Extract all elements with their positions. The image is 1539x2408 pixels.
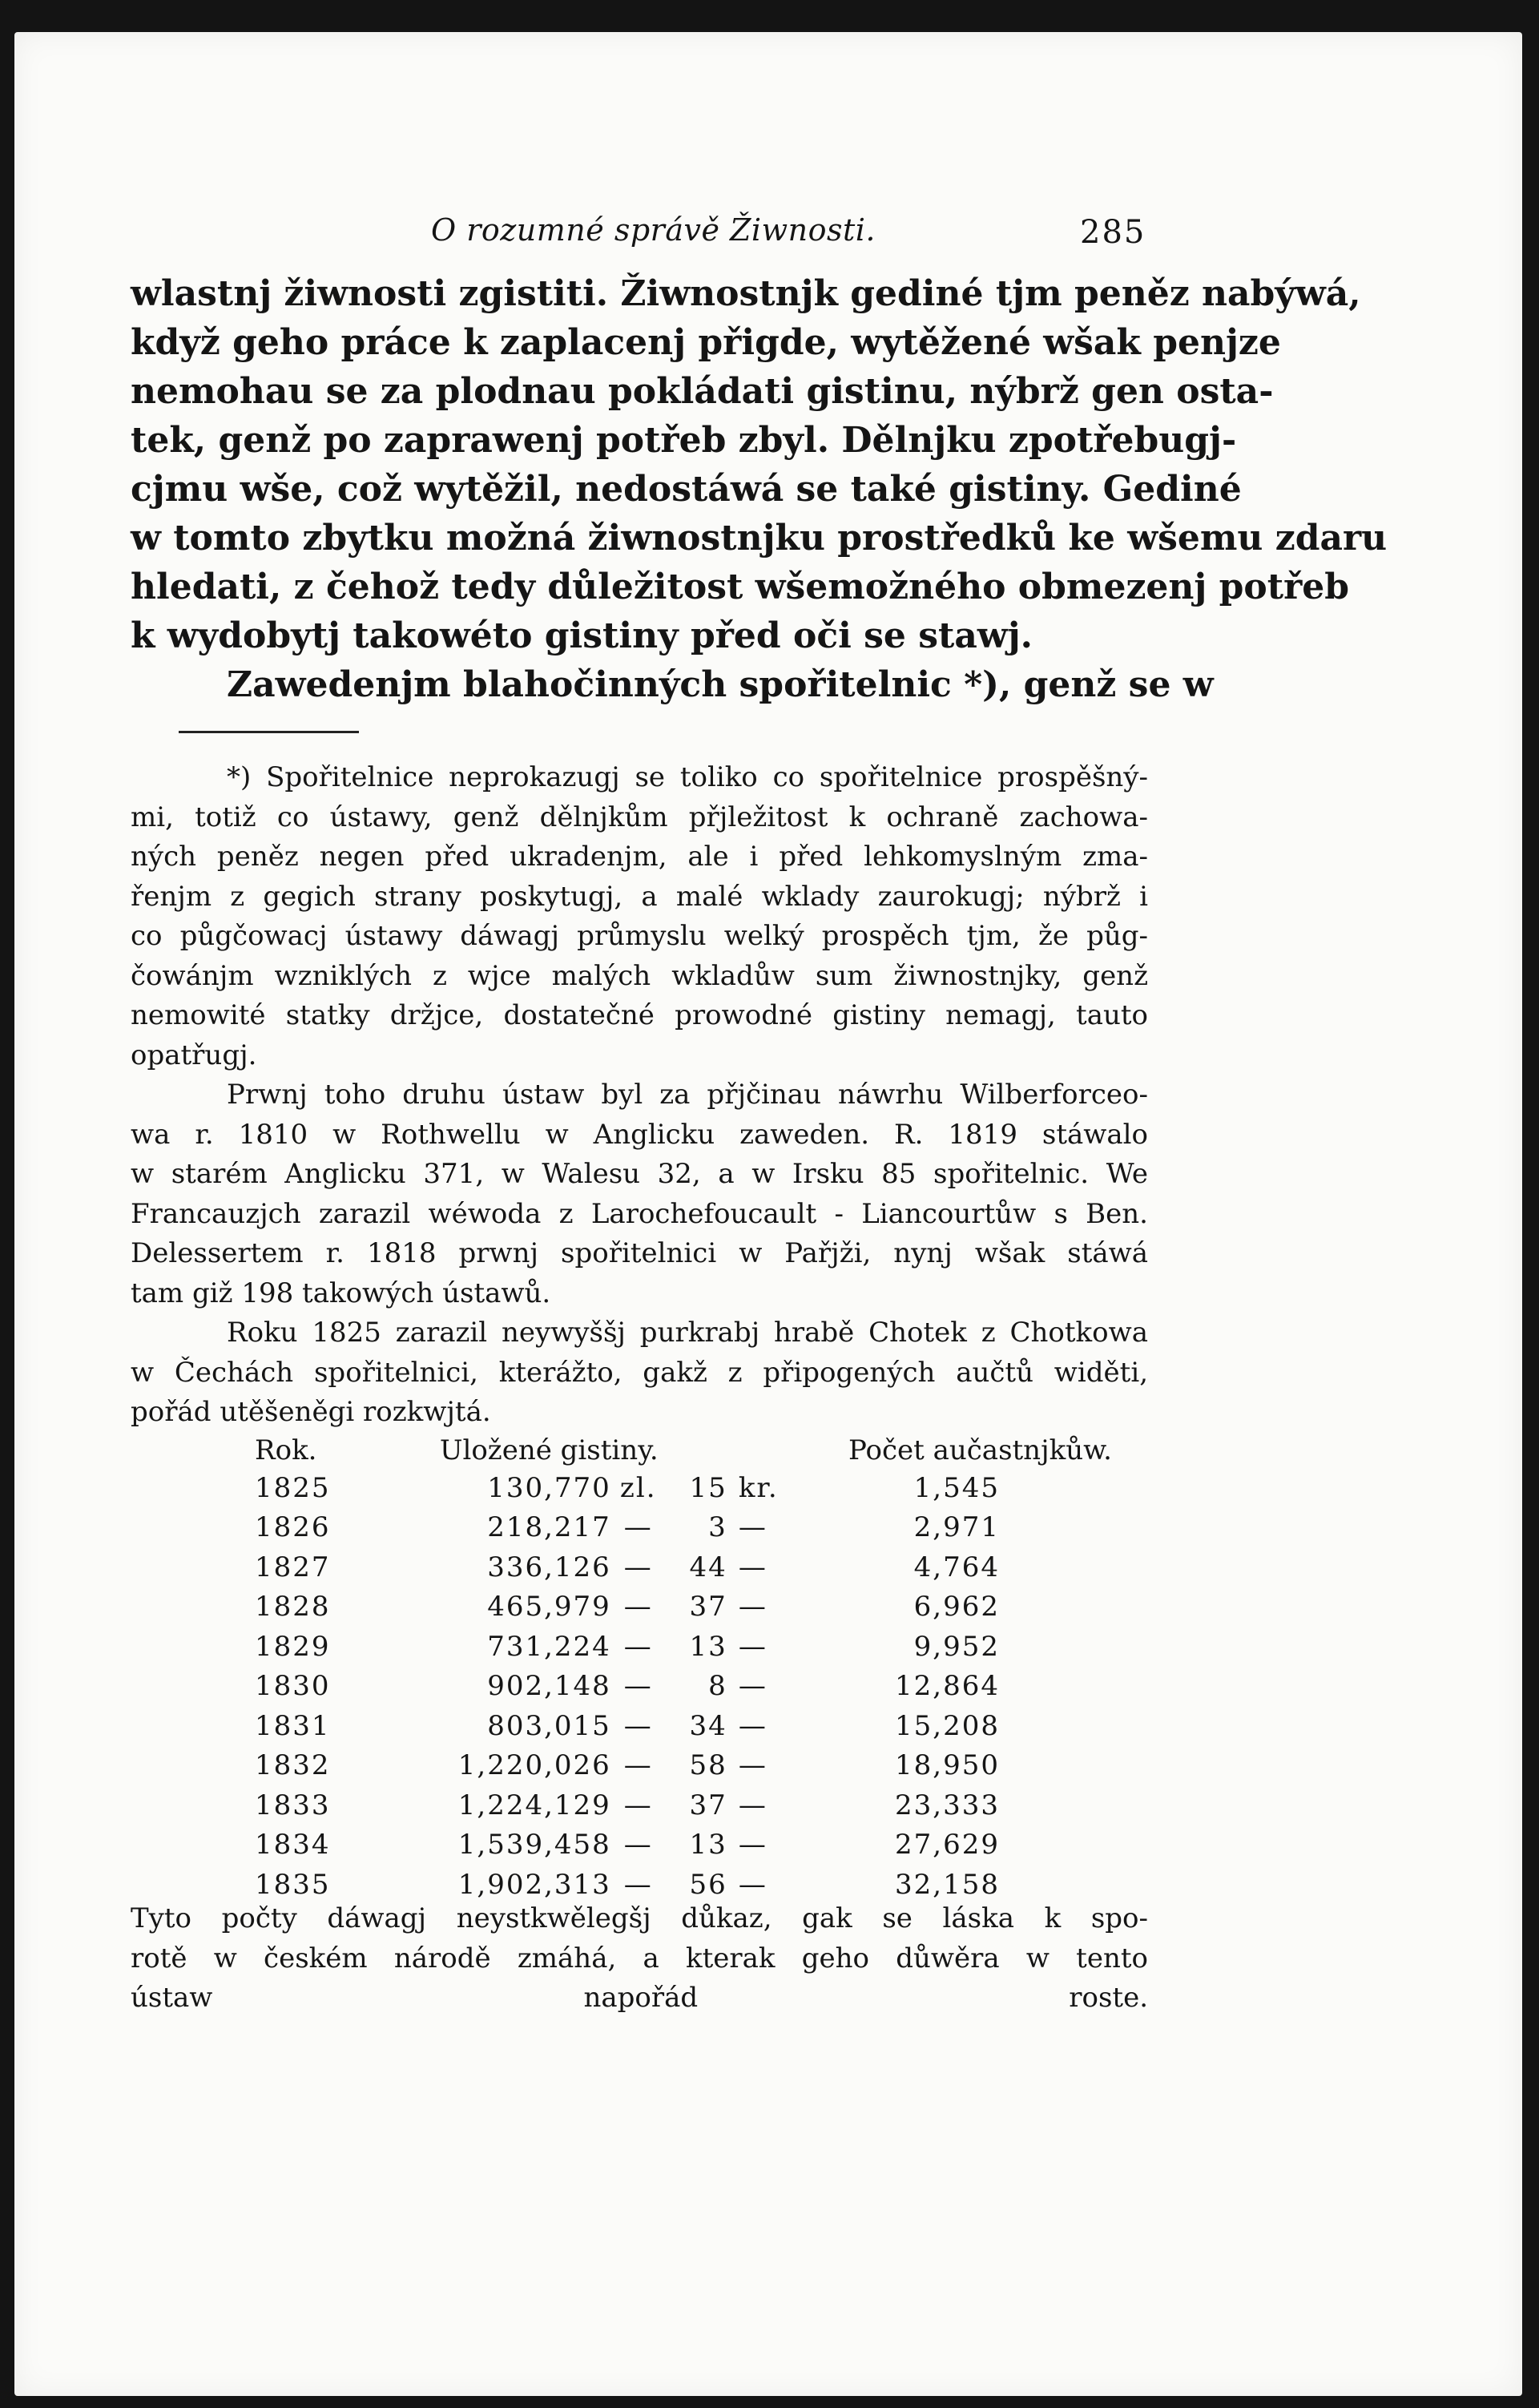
cell-amount: 218,217 — [487, 1511, 611, 1544]
cell-amount: 1,902,313 — [457, 1868, 611, 1901]
cell-year: 1826 — [255, 1511, 331, 1544]
cell-unit: — — [623, 1591, 653, 1623]
cell-year: 1830 — [255, 1670, 331, 1703]
table-row — [167, 1627, 1144, 1667]
footnote-line: w Čechách spořitelnici, kterážto, gakž z připogených aučtů widěti, — [131, 1356, 1148, 1389]
cell-kr: 13 — [689, 1630, 727, 1663]
cell-unit: — — [623, 1868, 653, 1901]
cell-amount: 130,770 — [487, 1471, 611, 1504]
cell-kr: 44 — [689, 1551, 727, 1583]
cell-count: 27,629 — [895, 1829, 1000, 1861]
cell-amount: 803,015 — [487, 1709, 611, 1742]
cell-year: 1825 — [255, 1471, 331, 1504]
footnote-line: nemowité statky držjce, dostatečné prowodné gistiny nemagj, tauto — [131, 999, 1148, 1031]
text-line: když geho práce k zaplacenj přigde, wytěžené wšak penjze — [131, 322, 1281, 363]
cell-count: 9,952 — [913, 1630, 1000, 1663]
footnote-divider — [179, 731, 359, 733]
text-line: hledati, z čehož tedy důležitost wšemožného obmezenj potřeb — [131, 567, 1350, 607]
cell-year: 1828 — [255, 1591, 331, 1623]
page-number: 285 — [1080, 214, 1146, 251]
running-title: O rozumné správě Žiwnosti. — [431, 212, 876, 248]
cell-year: 1835 — [255, 1868, 331, 1901]
table-row — [167, 1667, 1144, 1707]
cell-count: 23,333 — [895, 1789, 1000, 1821]
cell-unit: — — [623, 1749, 653, 1782]
cell-unit: — — [623, 1670, 653, 1703]
cell-amount: 1,539,458 — [457, 1829, 611, 1861]
cell-amount: 1,220,026 — [457, 1749, 611, 1782]
main-paragraph — [131, 269, 1388, 709]
cell-amount: 336,126 — [487, 1551, 611, 1583]
header-deposits: Uložené gistiny. — [439, 1434, 659, 1466]
footnote-line: Delessertem r. 1818 prwnj spořitelnici w Pařjži, nynj wšak stáwá — [131, 1237, 1148, 1269]
table-row — [167, 1825, 1144, 1865]
cell-kr: 3 — [708, 1511, 727, 1544]
cell-kr: 13 — [689, 1829, 727, 1861]
cell-year: 1833 — [255, 1789, 331, 1821]
cell-count: 32,158 — [895, 1868, 1000, 1901]
cell-kr: 34 — [689, 1709, 727, 1742]
table-row — [167, 1587, 1144, 1628]
cell-unit: — — [623, 1789, 653, 1821]
footnote-line: mi, totiž co ústawy, genž dělnjkům přjležitost k ochraně zachowa- — [131, 801, 1148, 833]
footnote-line: wa r. 1810 w Rothwellu w Anglicku zaweden. R. 1819 stáwalo — [131, 1118, 1148, 1151]
text-line: w tomto zbytku možná žiwnostnjku prostředků ke wšemu zdaru — [131, 518, 1388, 559]
cell-year: 1829 — [255, 1630, 331, 1663]
table-row — [167, 1547, 1144, 1587]
text-line: Tyto počty dáwagj neystkwělegšj důkaz, gak se láska k spo- — [131, 1902, 1148, 1934]
running-header — [14, 212, 1522, 260]
cell-count: 18,950 — [895, 1749, 1000, 1782]
footnote-line: tam giž 198 takowých ústawů. — [131, 1277, 551, 1309]
footnote-line: co půgčowacj ústawy dáwagj průmyslu welký prospěch tjm, že půg- — [131, 920, 1148, 952]
table-row — [167, 1508, 1144, 1548]
cell-unit: — — [623, 1511, 653, 1544]
table-body — [167, 1468, 1144, 1905]
cell-year: 1827 — [255, 1551, 331, 1583]
cell-amount: 1,224,129 — [457, 1789, 611, 1821]
footnote-line: w starém Anglicku 371, w Walesu 32, a w Irsku 85 spořitelnic. We — [131, 1158, 1148, 1190]
table-header-row — [167, 1433, 1144, 1468]
table-row — [167, 1468, 1144, 1508]
text-line: cjmu wše, což wytěžil, nedostáwá se také gistiny. Gediné — [131, 469, 1242, 510]
cell-kr: 56 — [689, 1868, 727, 1901]
text-line: rotě w českém národě zmáhá, a kterak geho důwěra w tento — [131, 1942, 1148, 1974]
cell-kr-label: — — [738, 1829, 767, 1861]
header-year: Rok. — [255, 1434, 317, 1466]
closing-paragraph — [131, 1899, 1148, 2019]
footnote-line: ných peněz negen před ukradenjm, ale i před lehkomyslným zma- — [131, 841, 1148, 873]
cell-kr-label: — — [738, 1670, 767, 1703]
cell-kr-label: kr. — [738, 1471, 779, 1504]
cell-amount: 465,979 — [487, 1591, 611, 1623]
cell-unit: — — [623, 1551, 653, 1583]
cell-count: 4,764 — [913, 1551, 1000, 1583]
header-participants: Počet aučastnjkůw. — [848, 1434, 1112, 1466]
cell-kr-label: — — [738, 1709, 767, 1742]
text-line: nemohau se za plodnau pokládati gistinu, nýbrž gen osta- — [131, 371, 1274, 412]
footnote-line: opatřugj. — [131, 1039, 257, 1071]
cell-kr-label: — — [738, 1591, 767, 1623]
cell-count: 12,864 — [895, 1670, 1000, 1703]
text-line: wlastnj žiwnosti zgistiti. Žiwnostnjk gediné tjm peněz nabýwá, — [131, 273, 1361, 314]
cell-kr: 37 — [689, 1591, 727, 1623]
table-row — [167, 1785, 1144, 1825]
cell-count: 6,962 — [913, 1591, 1000, 1623]
footnote-line: Francauzjch zarazil wéwoda z Larochefoucault - Liancourtůw s Ben. — [131, 1197, 1148, 1230]
footnote-line: Roku 1825 zarazil neywyššj purkrabj hrabě Chotek z Chotkowa — [227, 1317, 1148, 1349]
cell-year: 1834 — [255, 1829, 331, 1861]
cell-count: 2,971 — [913, 1511, 1000, 1544]
footnote-line: řenjm z gegich strany poskytugj, a malé wklady zaurokugj; nýbrž i — [131, 880, 1148, 913]
cell-kr: 37 — [689, 1789, 727, 1821]
table-row — [167, 1706, 1144, 1746]
book-page — [14, 32, 1522, 2396]
footnote-line: Prwnj toho druhu ústaw byl za přjčinau náwrhu Wilberforceo- — [227, 1079, 1148, 1111]
cell-count: 15,208 — [895, 1709, 1000, 1742]
text-line: k wydobytj takowéto gistiny před oči se stawj. — [131, 615, 1033, 656]
text-line: tek, genž po zaprawenj potřeb zbyl. Dělnjku zpotřebugj- — [131, 420, 1237, 461]
footnote-line: *) Spořitelnice neprokazugj se toliko co spořitelnice prospěšný- — [227, 761, 1148, 793]
cell-kr: 15 — [689, 1471, 727, 1504]
cell-unit: zl. — [619, 1471, 657, 1504]
cell-amount: 731,224 — [487, 1630, 611, 1663]
footnote — [131, 758, 1148, 1433]
cell-kr-label: — — [738, 1511, 767, 1544]
cell-unit: — — [623, 1829, 653, 1861]
cell-unit: — — [623, 1630, 653, 1663]
cell-kr: 8 — [708, 1670, 727, 1703]
cell-kr-label: — — [738, 1551, 767, 1583]
cell-unit: — — [623, 1709, 653, 1742]
cell-count: 1,545 — [913, 1471, 1000, 1504]
footnote-line: čowánjm wzniklých z wjce malých wkladůw sum žiwnostnjky, genž — [131, 959, 1148, 992]
footnote-line: pořád utěšeněgi rozkwjtá. — [131, 1396, 491, 1428]
cell-amount: 902,148 — [487, 1670, 611, 1703]
cell-kr-label: — — [738, 1789, 767, 1821]
cell-year: 1832 — [255, 1749, 331, 1782]
cell-kr: 58 — [689, 1749, 727, 1782]
cell-kr-label: — — [738, 1630, 767, 1663]
savings-bank-table — [167, 1433, 1144, 1905]
cell-kr-label: — — [738, 1749, 767, 1782]
text-line: ústaw napořád roste. — [131, 1982, 1148, 2014]
table-row — [167, 1746, 1144, 1786]
cell-kr-label: — — [738, 1868, 767, 1901]
text-line: Zawedenjm blahočinných spořitelnic *), genž se w — [227, 664, 1214, 705]
cell-year: 1831 — [255, 1709, 331, 1742]
